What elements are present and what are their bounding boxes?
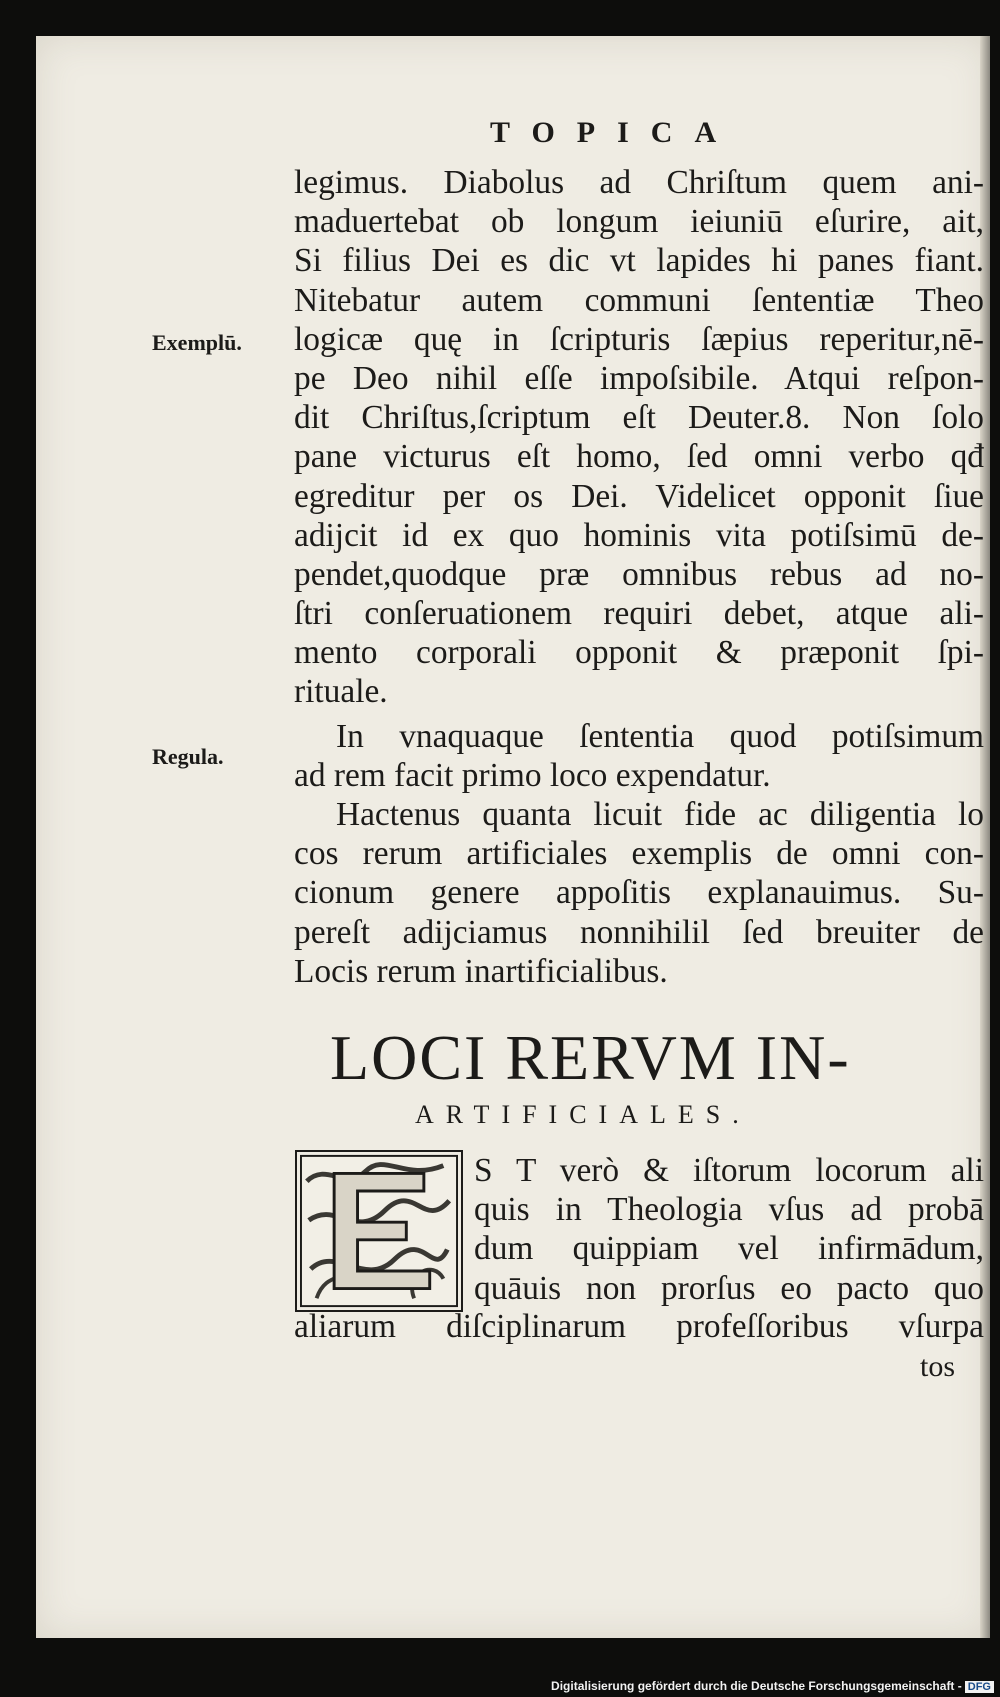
text-line: Locis rerum inartificialibus. [294, 952, 668, 990]
text-line: In vnaquaque ſententia quod potiſsimum [336, 718, 984, 755]
dfg-logo: DFG [965, 1681, 994, 1693]
paragraph-rule [294, 717, 984, 795]
text-line: cos rerum artificiales exemplis de omni con- [294, 835, 984, 873]
text-line: pendet,quodque præ omnibus rebus ad no- [294, 555, 984, 593]
text-line: pane victurus eſt homo, ſed omni verbo qđ [294, 438, 984, 476]
text-line: ad rem facit primo loco expendatur. [294, 757, 771, 795]
text-line: Hactenus quanta licuit fide ac diligentia lo [336, 796, 984, 833]
section-title-line2: ARTIFICIALES. [415, 1100, 751, 1129]
margin-note-example: Exemplū. [152, 330, 242, 355]
margin-note-rule: Regula. [152, 744, 224, 769]
text-line: logicæ quę in ſcripturis ſæpius reperitur,nē- [294, 320, 984, 358]
text-line: dit Chriſtus,ſcriptum eſt Deuter.8. Non ſolo [294, 399, 984, 437]
text-line: aliarum diſciplinarum profeſſoribus vſurpa [294, 1308, 984, 1345]
decorated-initial-e [295, 1150, 463, 1312]
paragraph-conclusion [294, 795, 984, 991]
text-line: quāuis non prorſus eo pacto quo [474, 1269, 984, 1307]
running-title: TOPICA [490, 116, 739, 149]
text-line: ſtri conſeruationem requiri debet, atque ali- [294, 595, 984, 633]
text-line: Si filius Dei es dic vt lapides hi panes fiant. [294, 242, 984, 280]
credit-text: Digitalisierung gefördert durch die Deutsche Forschungsgemeinschaft - [551, 1679, 962, 1693]
text-line: rituale. [294, 673, 388, 711]
ornament-icon [297, 1152, 461, 1310]
paragraph-artificiales-intro [474, 1151, 984, 1308]
text-line: dum quippiam vel infirmādum, [474, 1230, 984, 1268]
text-line: maduertebat ob longum ieiuniū eſurire, ait, [294, 203, 984, 241]
text-line: legimus. Diabolus ad Chriſtum quem ani- [294, 164, 984, 201]
section-title-line1: LOCI RERVM IN- [330, 1022, 851, 1093]
text-line: quis in Theologia vſus ad probā [474, 1191, 984, 1229]
text-line: egreditur per os Dei. Videlicet opponit ſiue [294, 477, 984, 515]
text-line: mento corporali opponit & præponit ſpi- [294, 634, 984, 672]
text-line: cionum genere appoſitis explanauimus. Su- [294, 874, 984, 912]
digitization-credit [551, 1679, 994, 1693]
catchword: tos [920, 1350, 956, 1383]
text-line: adijcit id ex quo hominis vita potiſsimū de- [294, 516, 984, 554]
text-line: pe Deo nihil eſſe impoſsibile. Atqui reſpon- [294, 359, 984, 397]
text-line: S T verò & iſtorum locorum ali [474, 1152, 984, 1189]
text-line: Nitebatur autem communi ſententiæ Theo [294, 281, 984, 319]
text-line: pereſt adijciamus nonnihilil ſed breuiter de [294, 913, 984, 951]
paragraph-artificiales-continued [294, 1307, 984, 1346]
paragraph-christ-temptation [294, 163, 984, 712]
